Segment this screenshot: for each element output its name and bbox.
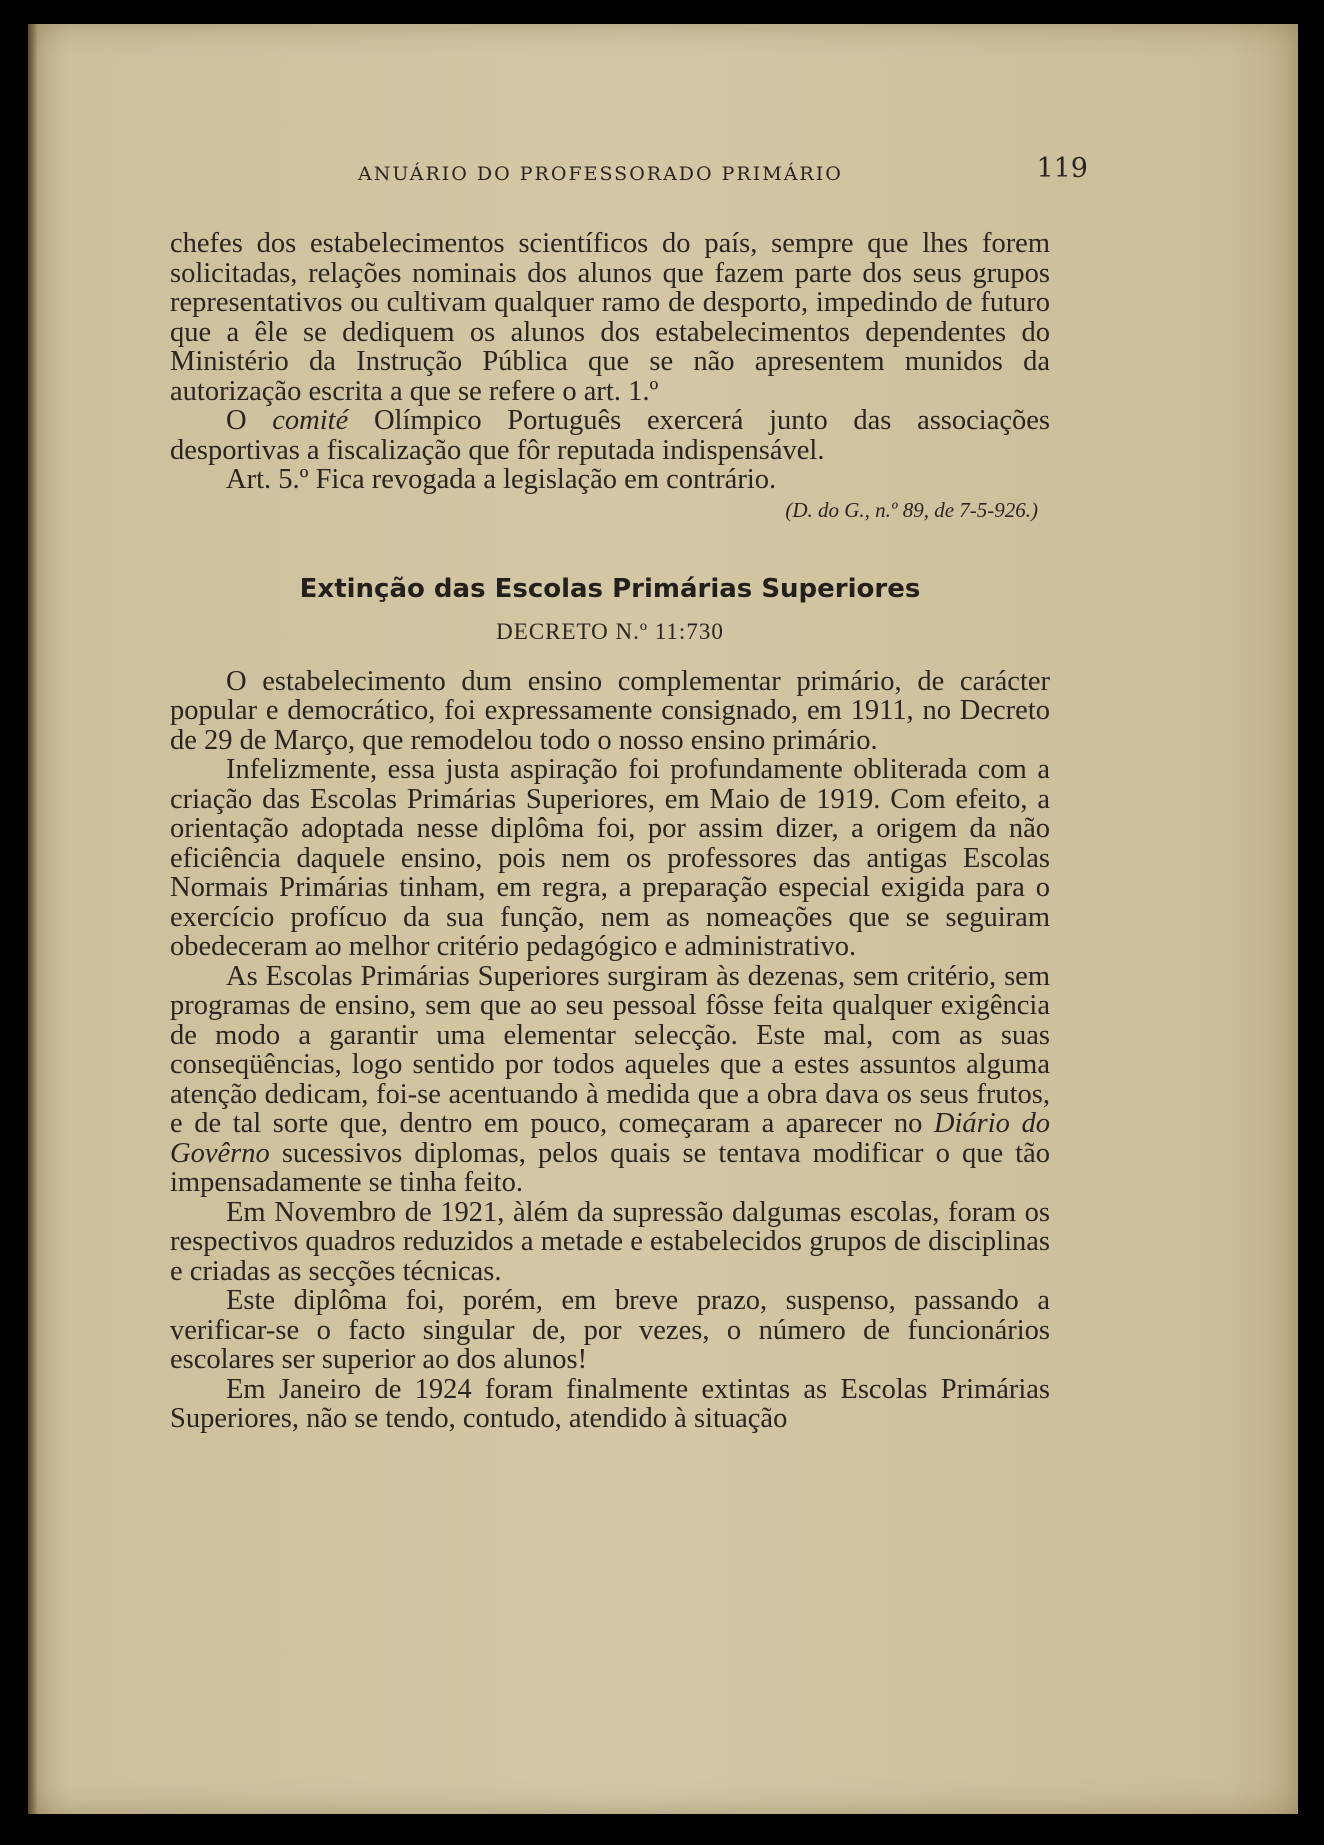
body-paragraph-4: Em Novembro de 1921, àlém da supressão dalgumas escolas, foram os respectivos quadros reduzidos a metade e estabelecidos grupos de disciplinas e criadas as secções técnicas. <box>170 1196 1050 1287</box>
spine-shadow <box>28 24 38 1814</box>
body-paragraph-2: Infelizmente, essa justa aspiração foi profundamente obliterada com a criação das Escolas Primárias Superiores, em Maio de 1919. Com efeito, a orientação adoptada nesse diplôma foi, por assim dizer, a origem da não eficiência daquele ensino, pois nem os professores das antigas Escolas Normais Primárias tinham, em regra, a preparação especial exigida para o exercício profícuo da sua função, nem as nomeações que se seguiram obedeceram ao melhor critério pedagógico e administrativo. <box>170 754 1050 962</box>
body-paragraph-3-before: As Escolas Primárias Superiores surgiram às dezenas, sem critério, sem programas de ensino, sem que ao seu pessoal fôsse feita qualquer exigência de modo a garantir uma elementar selecção. Este mal, com as suas conseqüências, logo sentido por todos aqueles que a estes assuntos alguma atenção dedicam, foi-se acentuando à medida que a obra dava os seus frutos, e de tal sorte que, dentro em pouco, começaram a aparecer no <box>170 960 1050 1139</box>
decree-number: DECRETO N.º 11:730 <box>496 618 724 644</box>
intro-paragraph-2-italic: comité <box>272 405 349 436</box>
intro-paragraph-2 <box>170 406 1050 465</box>
page-header <box>358 149 1088 189</box>
body-paragraph-6: Em Janeiro de 1924 foram finalmente extintas as Escolas Primárias Superiores, não se tendo, contudo, atendido à situação <box>170 1373 1050 1434</box>
intro-paragraph-1: chefes dos estabelecimentos scientíficos do país, sempre que lhes forem solicitadas, relações nominais dos alunos que fazem parte dos seus grupos representativos ou cultivam qualquer ramo de desporto, impedindo de futuro que a êle se dediquem os alunos dos estabelecimentos dependentes do Ministério da Instrução Pública que se não apresentem munidos da autorização escrita a que se refere o art. 1.º <box>170 228 1050 407</box>
body-paragraph-3-after: sucessivos diplomas, pelos quais se tentava modificar o que tão impensadamente se tinha feito. <box>170 1137 1051 1198</box>
intro-paragraph-2-rest: Olímpico Português exercerá junto das associações desportivas a fiscalização que fôr reputada indispensável. <box>170 405 1051 466</box>
body-paragraph-3 <box>170 962 1050 1198</box>
body-paragraph-1: O estabelecimento dum ensino complementar primário, de carácter popular e democrático, foi expressamente consignado, em 1911, no Decreto de 29 de Março, que remodelou todo o nosso ensino primário. <box>170 665 1050 756</box>
intro-paragraph-2-lead: O <box>226 405 247 436</box>
article-5: Art. 5.º Fica revogada a legislação em contrário. <box>226 464 777 495</box>
body-paragraph-5: Este diplôma foi, porém, em breve prazo, suspenso, passando a verificar-se o facto singular de, por vezes, o número de funcionários escolares ser superior ao dos alunos! <box>170 1285 1050 1375</box>
running-head: ANUÁRIO DO PROFESSORADO PRIMÁRIO <box>358 163 843 185</box>
citation: (D. do G., n.º 89, de 7-5-926.) <box>785 497 1038 522</box>
section-title: Extinção das Escolas Primárias Superiores <box>299 573 921 604</box>
text-block <box>170 229 1050 1434</box>
book-page <box>28 24 1298 1814</box>
body-paragraph-3-italic: Diário do Govêrno <box>170 1108 1051 1169</box>
page-number: 119 <box>1036 153 1088 184</box>
